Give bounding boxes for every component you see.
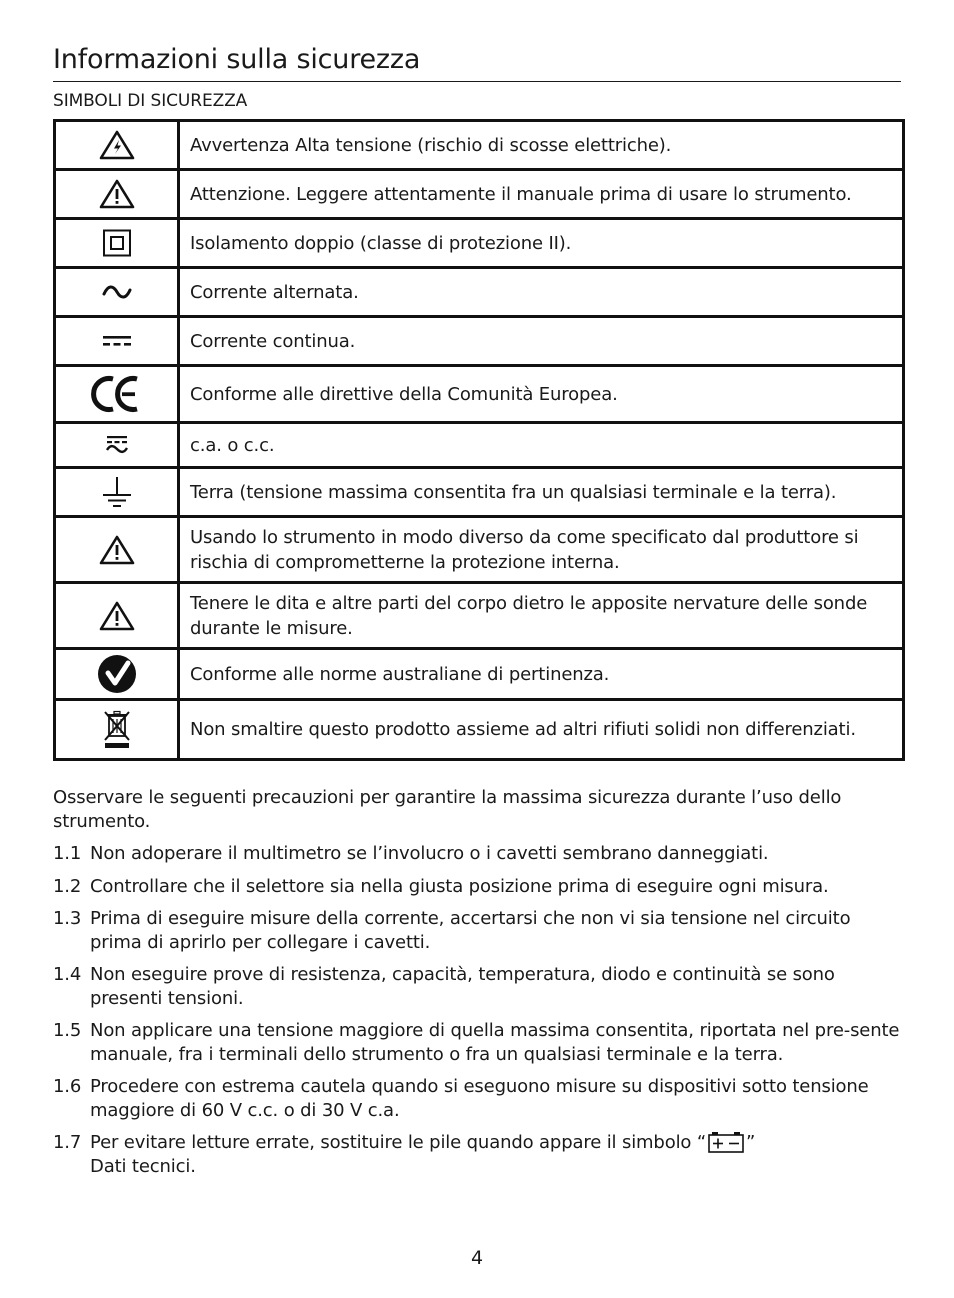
item-text-after: ” — [746, 1132, 756, 1153]
ac-tilde-icon — [101, 282, 133, 302]
item-text: Prima di eseguire misure della corrente, accertarsi che non vi sia tensione nel circuito prima di aprirlo per collegare i cavetti. — [90, 908, 851, 953]
symbol-description: Corrente continua. — [179, 317, 904, 366]
symbol-cell — [55, 219, 179, 268]
item-number: 1.5 — [53, 1020, 82, 1041]
precautions-intro: Osservare le seguenti precauzioni per garantire la massima sicurezza durante l’uso dello strumento. — [53, 787, 842, 832]
table-row — [55, 468, 904, 517]
item-text: Non adoperare il multimetro se l’involucro o i cavetti sembrano danneggiati. — [90, 843, 769, 864]
symbol-description: Avvertenza Alta tensione (rischio di scosse elettriche). — [179, 121, 904, 170]
c-tick-icon — [97, 654, 137, 694]
page-title: Informazioni sulla sicurezza — [53, 44, 421, 75]
symbol-cell — [55, 170, 179, 219]
high-voltage-warning-icon — [98, 129, 136, 161]
symbol-cell — [55, 121, 179, 170]
symbol-description: Conforme alle direttive della Comunità Europea. — [179, 366, 904, 423]
symbol-cell — [55, 700, 179, 760]
list-item — [53, 1019, 903, 1066]
symbol-description: Isolamento doppio (classe di protezione II). — [179, 219, 904, 268]
list-item — [53, 1131, 903, 1178]
ac-dc-icon — [104, 434, 130, 456]
item-text — [90, 1131, 903, 1178]
symbol-description: Usando lo strumento in modo diverso da come specificato dal produttore si rischia di comprometterne la protezione interna. — [179, 517, 904, 583]
symbol-cell — [55, 517, 179, 583]
item-number: 1.4 — [53, 964, 82, 985]
symbol-description: Corrente alternata. — [179, 268, 904, 317]
item-number: 1.6 — [53, 1076, 82, 1097]
symbol-description: Conforme alle norme australiane di pertinenza. — [179, 649, 904, 700]
list-item — [53, 842, 903, 866]
symbol-cell — [55, 366, 179, 423]
table-row — [55, 700, 904, 760]
table-row — [55, 423, 904, 468]
symbol-cell — [55, 583, 179, 649]
symbol-cell — [55, 468, 179, 517]
page-number: 4 — [470, 1247, 484, 1269]
item-text-before: Per evitare letture errate, sostituire le pile quando appare il simbolo “ — [90, 1132, 707, 1153]
item-text: Non applicare una tensione maggiore di quella massima consentita, riportata nel pre-sente manuale, fra i terminali dello strumento o fra un qualsiasi terminale e la terra. — [90, 1020, 900, 1065]
symbol-cell — [55, 649, 179, 700]
caution-triangle-icon — [98, 178, 136, 210]
ce-mark-icon — [91, 373, 143, 415]
symbol-description: Terra (tensione massima consentita fra un qualsiasi terminale e la terra). — [179, 468, 904, 517]
dc-icon — [100, 333, 134, 349]
item-text: Procedere con estrema cautela quando si eseguono misure su dispositivi sotto tensione maggiore di 60 V c.c. o di 30 V c.a. — [90, 1076, 869, 1121]
table-row — [55, 268, 904, 317]
table-row — [55, 583, 904, 649]
ground-icon — [101, 475, 133, 509]
item-text: Non eseguire prove di resistenza, capacità, temperatura, diodo e continuità se sono presenti tensioni. — [90, 964, 835, 1009]
weee-crossed-bin-icon — [102, 710, 132, 750]
double-insulation-icon — [102, 229, 132, 257]
table-row — [55, 317, 904, 366]
list-item — [53, 875, 903, 899]
item-number: 1.7 — [53, 1132, 82, 1153]
symbol-description: Attenzione. Leggere attentamente il manuale prima di usare lo strumento. — [179, 170, 904, 219]
symbol-cell — [55, 423, 179, 468]
item-number: 1.2 — [53, 875, 82, 897]
table-row — [55, 517, 904, 583]
item-number: 1.3 — [53, 908, 82, 929]
symbol-description: c.a. o c.c. — [179, 423, 904, 468]
precautions-section — [53, 786, 903, 1187]
item-number: 1.1 — [53, 843, 82, 864]
table-row — [55, 366, 904, 423]
list-item — [53, 907, 903, 954]
battery-icon — [708, 1131, 744, 1153]
table-row — [55, 649, 904, 700]
table-row — [55, 219, 904, 268]
symbol-description: Non smaltire questo prodotto assieme ad altri rifiuti solidi non differenziati. — [179, 700, 904, 760]
symbol-description: Tenere le dita e altre parti del corpo dietro le apposite nervature delle sonde durante le misure. — [179, 583, 904, 649]
symbol-cell — [55, 268, 179, 317]
list-item — [53, 1075, 903, 1122]
caution-triangle-icon — [98, 600, 136, 632]
table-row — [55, 170, 904, 219]
title-divider — [53, 81, 901, 82]
caution-triangle-icon — [98, 534, 136, 566]
symbol-cell — [55, 317, 179, 366]
item-text-line2: Dati tecnici. — [90, 1155, 196, 1177]
item-text: Controllare che il selettore sia nella giusta posizione prima di eseguire ogni misura. — [90, 875, 829, 897]
safety-symbols-table — [53, 119, 905, 761]
table-row — [55, 121, 904, 170]
list-item — [53, 963, 903, 1010]
section-subtitle: SIMBOLI DI SICUREZZA — [53, 91, 248, 111]
